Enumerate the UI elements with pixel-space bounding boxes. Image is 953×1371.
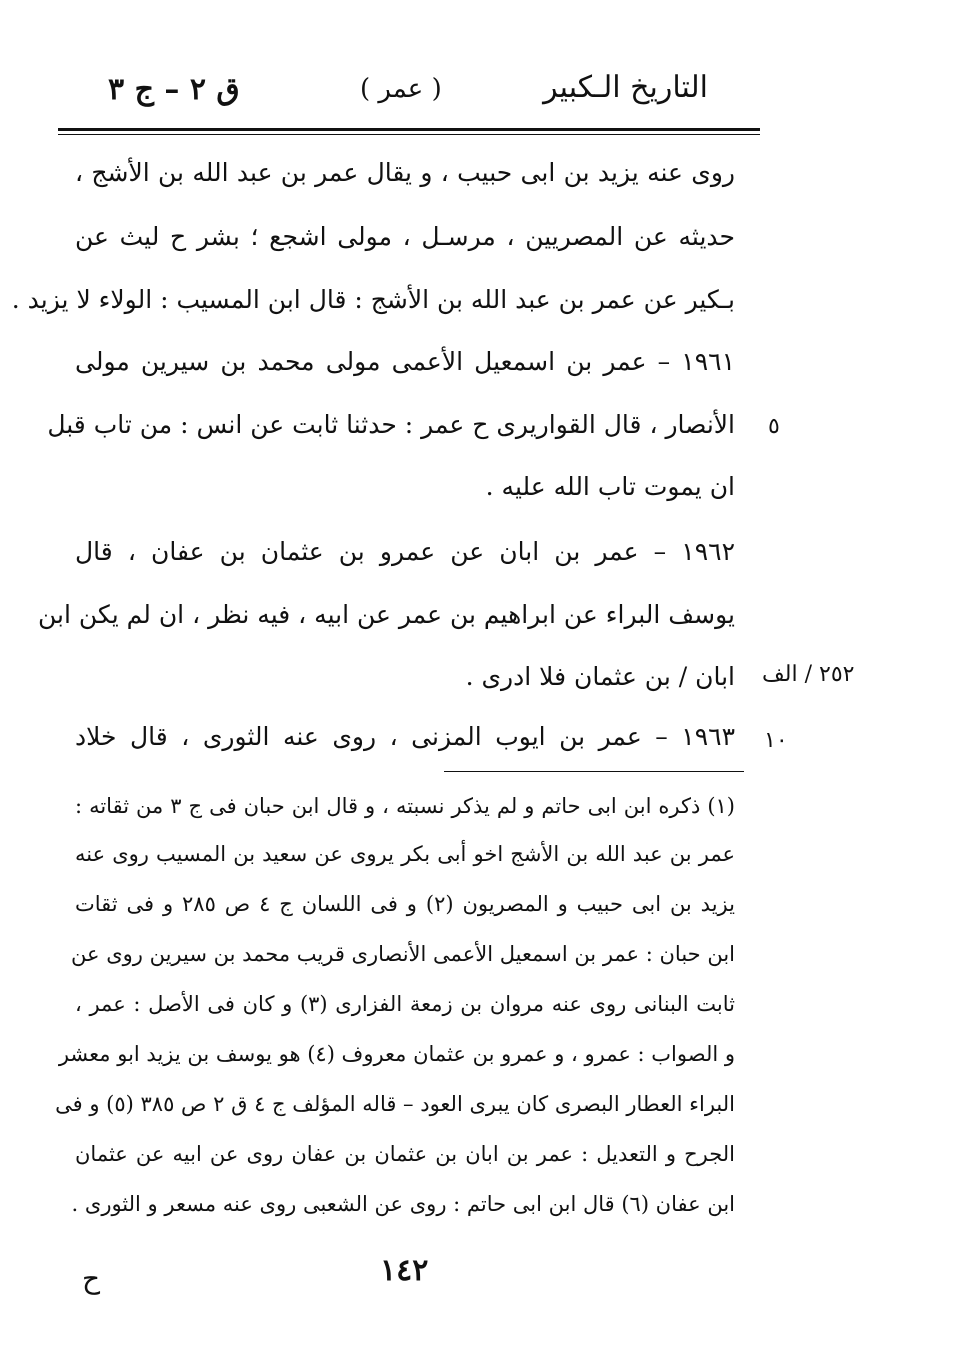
manuscript-folio-marker: ٢٥٢ / الف — [762, 662, 855, 687]
body-line-2: حديثه عن المصريين ، مرسـل ، مولى اشجع ؛ بشر ح ليث عن — [75, 222, 735, 251]
body-line-7-entry-1962: ١٩٦٢ – عمر بن ابان عن عمرو بن عثمان بن عفان ، قال — [75, 537, 735, 566]
body-line-6: ان يموت تاب الله عليه . — [485, 472, 735, 501]
running-head-word: ( عمر ) — [360, 74, 442, 104]
margin-line-number-5: ٥ — [768, 414, 780, 439]
body-line-1: روى عنه يزيد بن ابى حبيب ، و يقال عمر بن عبد الله بن الأشج ، — [75, 158, 735, 187]
body-line-10-entry-1963: ١٩٦٣ – عمر بن ايوب المزنى ، روى عنه الثورى ، قال خلاد — [75, 722, 735, 751]
header-rule — [58, 128, 760, 131]
footnote-line-9: ابن عفان (٦) قال ابن ابى حاتم : روى عن الشعبى روى عنه مسعر و الثورى . — [71, 1192, 735, 1216]
footnote-line-3: يزيد بن ابى حبيب و المصريون (٢) و فى اللسان ج ٤ ص ٢٨٥ و فى ثقات — [75, 892, 735, 916]
page-number: ١٤٢ — [380, 1253, 429, 1288]
margin-line-number-10: ١٠ — [764, 728, 788, 753]
body-line-4-entry-1961: ١٩٦١ – عمر بن اسمعيل الأعمى مولى محمد بن سيرين مولى — [75, 347, 735, 376]
footnote-line-7: البراء العطار البصرى كان يبرى العود – قاله المؤلف ج ٤ ق ٢ ص ٣٨٥ (٥) و فى — [55, 1092, 735, 1116]
body-line-8: يوسف البراء عن ابراهيم بن عمر عن ابيه ، فيه نظر ، ان لم يكن ابن — [38, 600, 735, 629]
signature-mark: ح — [82, 1262, 101, 1295]
footnote-line-1: (١) ذكره ابن ابى حاتم و لم يذكر نسبته ، و قال ابن حبان فى ج ٣ من ثقاته : — [75, 794, 735, 818]
footnote-line-8: الجرح و التعديل : عمر بن ابان بن عثمان بن عفان روى عن ابيه عن عثمان — [75, 1142, 735, 1166]
body-line-9: ابان / بن عثمان فلا ادرى . — [465, 662, 735, 691]
running-title: التاريخ الـكبير — [543, 70, 708, 105]
body-line-5: الأنصار ، قال القواريرى ح عمر : حدثنا ثابت عن انس : من تاب قبل — [47, 410, 735, 439]
footnote-separator — [444, 771, 744, 772]
body-line-3: بـكير عن عمر بن عبد الله بن الأشج : قال ابن المسيب : الولاء لا يزيد . — [11, 285, 735, 314]
header-rule-thin — [58, 134, 760, 135]
footnote-line-6: و الصواب : عمرو ، و عمرو بن عثمان معروف (٤) هو يوسف بن يزيد ابو معشر — [58, 1042, 735, 1066]
footnote-line-2: عمر بن عبد الله بن الأشج اخو أبى بكر يروى عن سعيد بن المسيب روى عنه — [75, 842, 735, 866]
footnote-line-5: ثابت البنانى روى عنه مروان بن زمعة الفزارى (٣) و كان فى الأصل : عمر ، — [75, 992, 735, 1016]
volume-part-label: ق ٢ – ج ٣ — [108, 72, 240, 107]
footnote-line-4: ابن حبان : عمر بن اسمعيل الأعمى الأنصارى قريب محمد بن سيرين روى عن — [71, 942, 735, 966]
